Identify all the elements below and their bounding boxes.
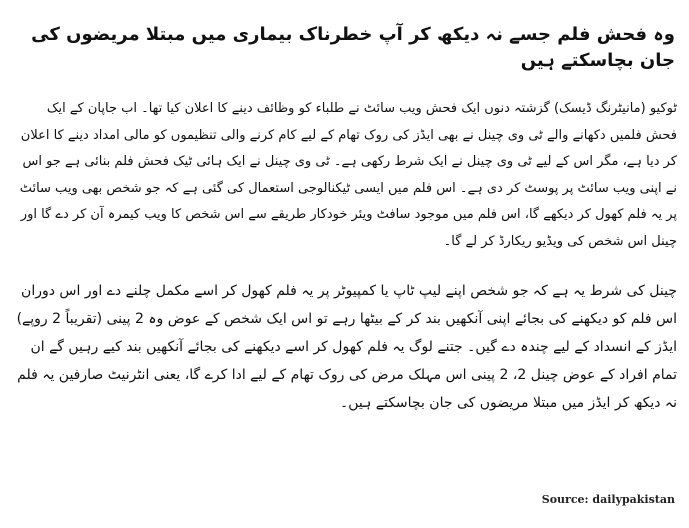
article-headline: وہ فحش فلم جسے نہ دیکھ کر آپ خطرناک بیماری میں مبتلا مریضوں کی جان بچاسکتے ہیں (31, 24, 675, 71)
source-credit: Source: dailypakistan (541, 493, 675, 506)
article-paragraph-2: چینل کی شرط یہ ہے کہ جو شخص اپنے لیپ ٹاپ یا کمپیوٹر پر یہ فلم کھول کر اسے مکمل چلنے دے اور اس دوران اس فلم کو دیکھنے کی بجائے اپنی آنکھیں بند کر کے بیٹھا رہے تو اس ایک شخص کے عوض وہ 2 پینی (تقریباً 2 روپے) ایڈز کے انسداد کے لیے چندہ دے گیں۔ جتنے لوگ یہ فلم کھول کر اسے دیکھنے کی بجائے آنکھیں بند کیے رہیں گے ان تمام افراد کے عوض چینل 2، 2 پینی اس مہلک مرض کی روک تھام کے لیے ادا کرے گا، یعنی انٹرنیٹ صارفین یہ فلم نہ دیکھ کر ایڈز میں مبتلا مریضوں کی جان بچاسکتے ہیں۔ (16, 283, 677, 411)
article-paragraph-1: ٹوکیو (مانیٹرنگ ڈیسک) گزشتہ دنوں ایک فحش ویب سائٹ نے طلباء کو وظائف دینے کا اعلان کیا تھا۔ اب جاپان کے ایک فحش فلمیں دکھانے والے ٹی وی چینل نے بھی ایڈز کی روک تھام کے لیے کام کرنے والی تنظیموں کو مالی امداد دینے کا اعلان کر دیا ہے، مگر اس کے لیے ٹی وی چینل نے ایک شرط رکھی ہے۔ ٹی وی چینل نے ایک ہائی ٹیک فحش فلم بنائی ہے جو اس نے اپنی ویب سائٹ پر پوسٹ کر دی ہے۔ اس فلم میں ایسی ٹیکنالوجی استعمال کی گئی ہے کہ جو شخص بھی ویب سائٹ پر یہ فلم کھول کر دیکھے گا، اس فلم میں موجود سافٹ ویئر خودکار طریقے سے اس شخص کا ویب کیمرہ آن کر دے گا اور چینل اس شخص کی ویڈیو ریکارڈ کر لے گا۔ (19, 101, 677, 249)
article (12, 22, 677, 417)
